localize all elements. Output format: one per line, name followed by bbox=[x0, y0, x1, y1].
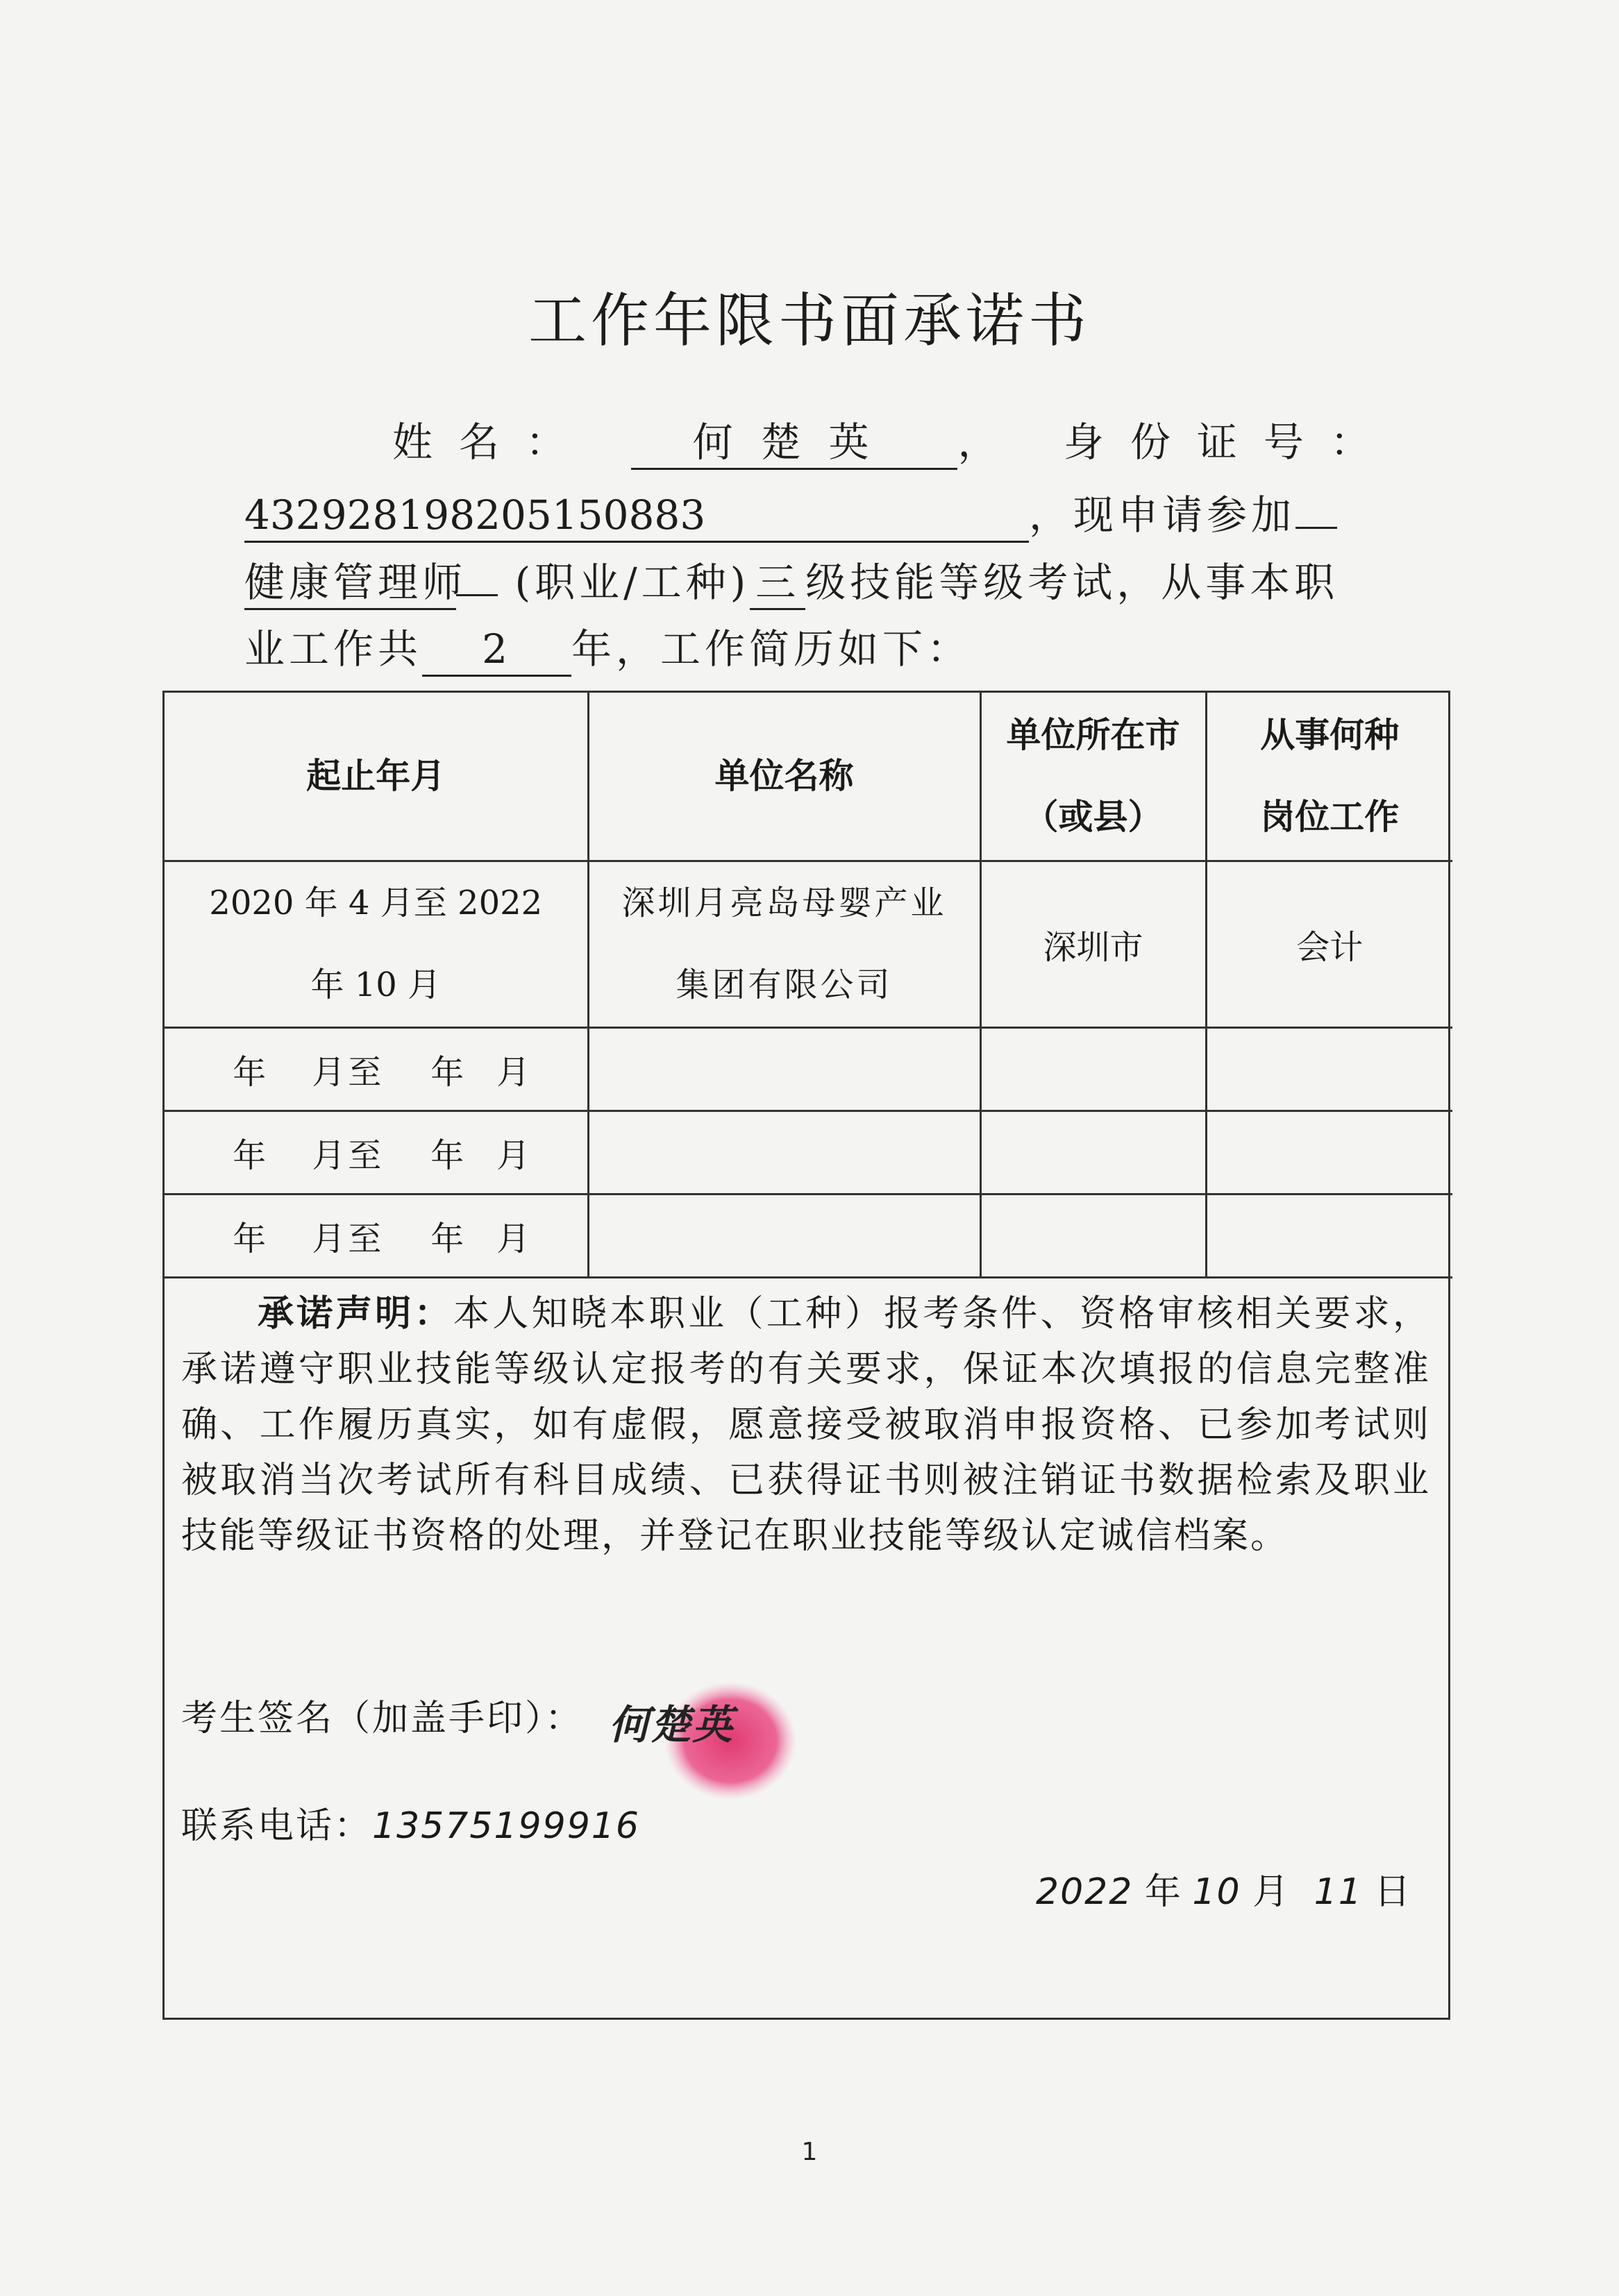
id-line bbox=[244, 482, 1337, 543]
statement-text: 本人知晓本职业（工种）报考条件、资格审核相关要求，承诺遵守职业技能等级认定报考的有关要求，保证本次填报的信息完整准确、工作履历真实，如有虚假，愿意接受被取消申报资格、已参加考试则被取消当次考试所有科目成绩、已获得证书则被注销证书数据检索及职业技能等级证书资格的处理，并登记在职业技能等级认定诚信档案。 bbox=[181, 1293, 1431, 1557]
signature-label: 考生签名（加盖手印）： bbox=[181, 1698, 584, 1739]
table-row bbox=[165, 1194, 1452, 1277]
header-period: 起止年月 bbox=[165, 693, 588, 861]
header-unit-city: 单位所在市 （或县） bbox=[980, 693, 1206, 861]
date-month-unit: 月 bbox=[1252, 1871, 1289, 1913]
unit-name-cell bbox=[588, 1027, 980, 1111]
post-cell bbox=[1206, 1194, 1452, 1277]
id-label: 身份证号： bbox=[1063, 419, 1397, 466]
phone-label: 联系电话： bbox=[181, 1805, 373, 1847]
unit-name-cell bbox=[588, 1194, 980, 1277]
unit-name-cell bbox=[588, 1111, 980, 1194]
commitment-statement bbox=[181, 1286, 1431, 1564]
period-cell: 年 月至 年 月 bbox=[165, 1027, 588, 1111]
blank-underline bbox=[456, 594, 498, 596]
years-suffix: 年，工作简历如下： bbox=[571, 625, 972, 673]
name-label: 姓名： bbox=[392, 419, 593, 466]
unit-city-cell: 深圳市 bbox=[980, 861, 1206, 1027]
document-title: 工作年限书面承诺书 bbox=[528, 287, 1091, 355]
level-value: 三 bbox=[750, 557, 805, 610]
unit-city-cell bbox=[980, 1194, 1206, 1277]
signature-handwriting: 何楚英 bbox=[609, 1701, 735, 1748]
date-year-unit: 年 bbox=[1144, 1871, 1181, 1913]
date-day: 11 bbox=[1314, 1871, 1363, 1913]
header-post: 从事何种 岗位工作 bbox=[1206, 693, 1452, 861]
statement-label: 承诺声明： bbox=[258, 1292, 453, 1335]
table-row bbox=[165, 1027, 1452, 1111]
years-line bbox=[244, 616, 971, 677]
level-suffix: 级技能等级考试，从事本职 bbox=[805, 559, 1339, 606]
header-unit-name: 单位名称 bbox=[588, 693, 980, 861]
name-line bbox=[392, 410, 1397, 470]
id-number-value: 432928198205150883 bbox=[244, 490, 1029, 543]
work-history-table bbox=[165, 693, 1452, 1278]
post-cell: 会计 bbox=[1206, 861, 1452, 1027]
period-cell: 2020 年 4 月至 2022 年 10 月 bbox=[165, 861, 588, 1027]
years-value: 2 bbox=[422, 624, 571, 677]
period-cell: 年 月至 年 月 bbox=[165, 1194, 588, 1277]
comma: ， bbox=[957, 419, 1025, 466]
unit-city-cell bbox=[980, 1027, 1206, 1111]
phone-line bbox=[181, 1796, 640, 1848]
phone-value: 13575199916 bbox=[372, 1805, 640, 1847]
page-number: 1 bbox=[801, 2138, 818, 2166]
apply-text: ，现申请参加 bbox=[1029, 491, 1296, 539]
signature-with-fingerprint bbox=[602, 1664, 824, 1803]
blank-underline bbox=[1295, 527, 1337, 529]
occupation-value: 健康管理师 bbox=[244, 557, 456, 610]
date-day-unit: 日 bbox=[1374, 1871, 1411, 1913]
occupation-suffix: (职业/工种) bbox=[514, 559, 750, 606]
period-cell: 年 月至 年 月 bbox=[165, 1111, 588, 1194]
date-month: 10 bbox=[1192, 1871, 1241, 1913]
date-year: 2022 bbox=[1036, 1871, 1134, 1913]
table-header-row bbox=[165, 693, 1452, 861]
years-prefix: 业工作共 bbox=[244, 625, 423, 673]
unit-name-cell: 深圳月亮岛母婴产业 集团有限公司 bbox=[588, 861, 980, 1027]
name-value: 何楚英 bbox=[631, 417, 957, 470]
post-cell bbox=[1206, 1111, 1452, 1194]
sign-date bbox=[1036, 1862, 1410, 1914]
table-row bbox=[165, 1111, 1452, 1194]
occupation-line bbox=[244, 550, 1339, 610]
post-cell bbox=[1206, 1027, 1452, 1111]
table-row bbox=[165, 861, 1452, 1027]
work-history-frame bbox=[162, 691, 1450, 2020]
unit-city-cell bbox=[980, 1111, 1206, 1194]
